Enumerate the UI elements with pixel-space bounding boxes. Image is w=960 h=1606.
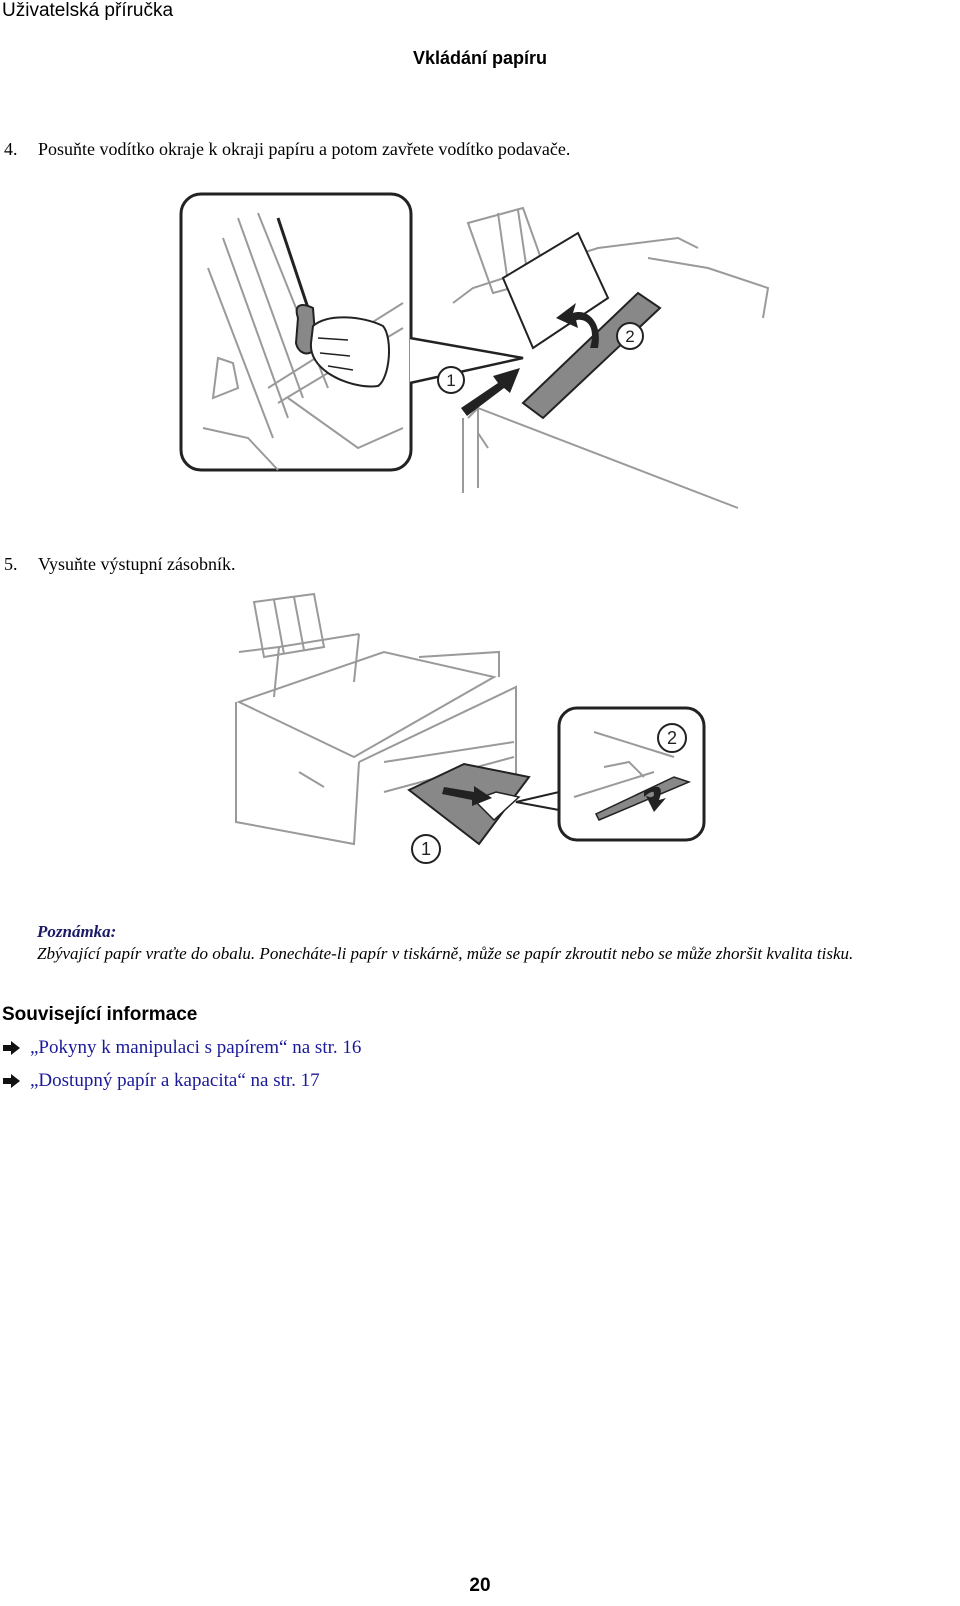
arrow-right-icon	[2, 1073, 30, 1089]
step-number: 5.	[4, 554, 18, 574]
inset-pointer	[516, 792, 559, 810]
step-4	[4, 139, 570, 160]
svg-text:2: 2	[666, 728, 678, 748]
svg-text:1: 1	[446, 371, 456, 390]
svg-text:2: 2	[625, 327, 635, 346]
step-text: Posuňte vodítko okraje k okraji papíru a potom zavřete vodítko podavače.	[38, 139, 571, 159]
step-5	[4, 554, 236, 575]
step-text: Vysuňte výstupní zásobník.	[38, 554, 236, 574]
related-link-text[interactable]: „Pokyny k manipulaci s papírem“ na str. 16	[30, 1037, 362, 1058]
related-info-heading: Související informace	[2, 1004, 198, 1025]
push-arrow-icon	[461, 368, 520, 416]
page-number: 20	[469, 1575, 491, 1596]
callout-1	[412, 835, 440, 863]
section-title: Vkládání papíru	[412, 48, 548, 68]
note-body: Zbývající papír vraťte do obalu. Ponecháte-li papír v tiskárně, může se papír zkroutit nebo se může zhoršit kvalita tisku.	[37, 944, 854, 963]
running-header: Uživatelská příručka	[2, 0, 174, 21]
arrow-right-icon	[2, 1040, 30, 1056]
callout-2	[617, 323, 643, 349]
related-link[interactable]	[2, 1070, 320, 1092]
callout-1	[438, 367, 464, 393]
callout-2	[658, 724, 686, 752]
output-tray-illustration	[234, 592, 709, 872]
related-link-text[interactable]: „Dostupný papír a kapacita“ na str. 17	[30, 1070, 320, 1091]
note-title: Poznámka:	[37, 922, 117, 941]
related-link[interactable]	[2, 1037, 361, 1059]
step-number: 4.	[4, 139, 18, 159]
svg-text:1: 1	[420, 839, 432, 859]
paper-guide-illustration	[178, 188, 778, 510]
note-box	[37, 922, 853, 964]
